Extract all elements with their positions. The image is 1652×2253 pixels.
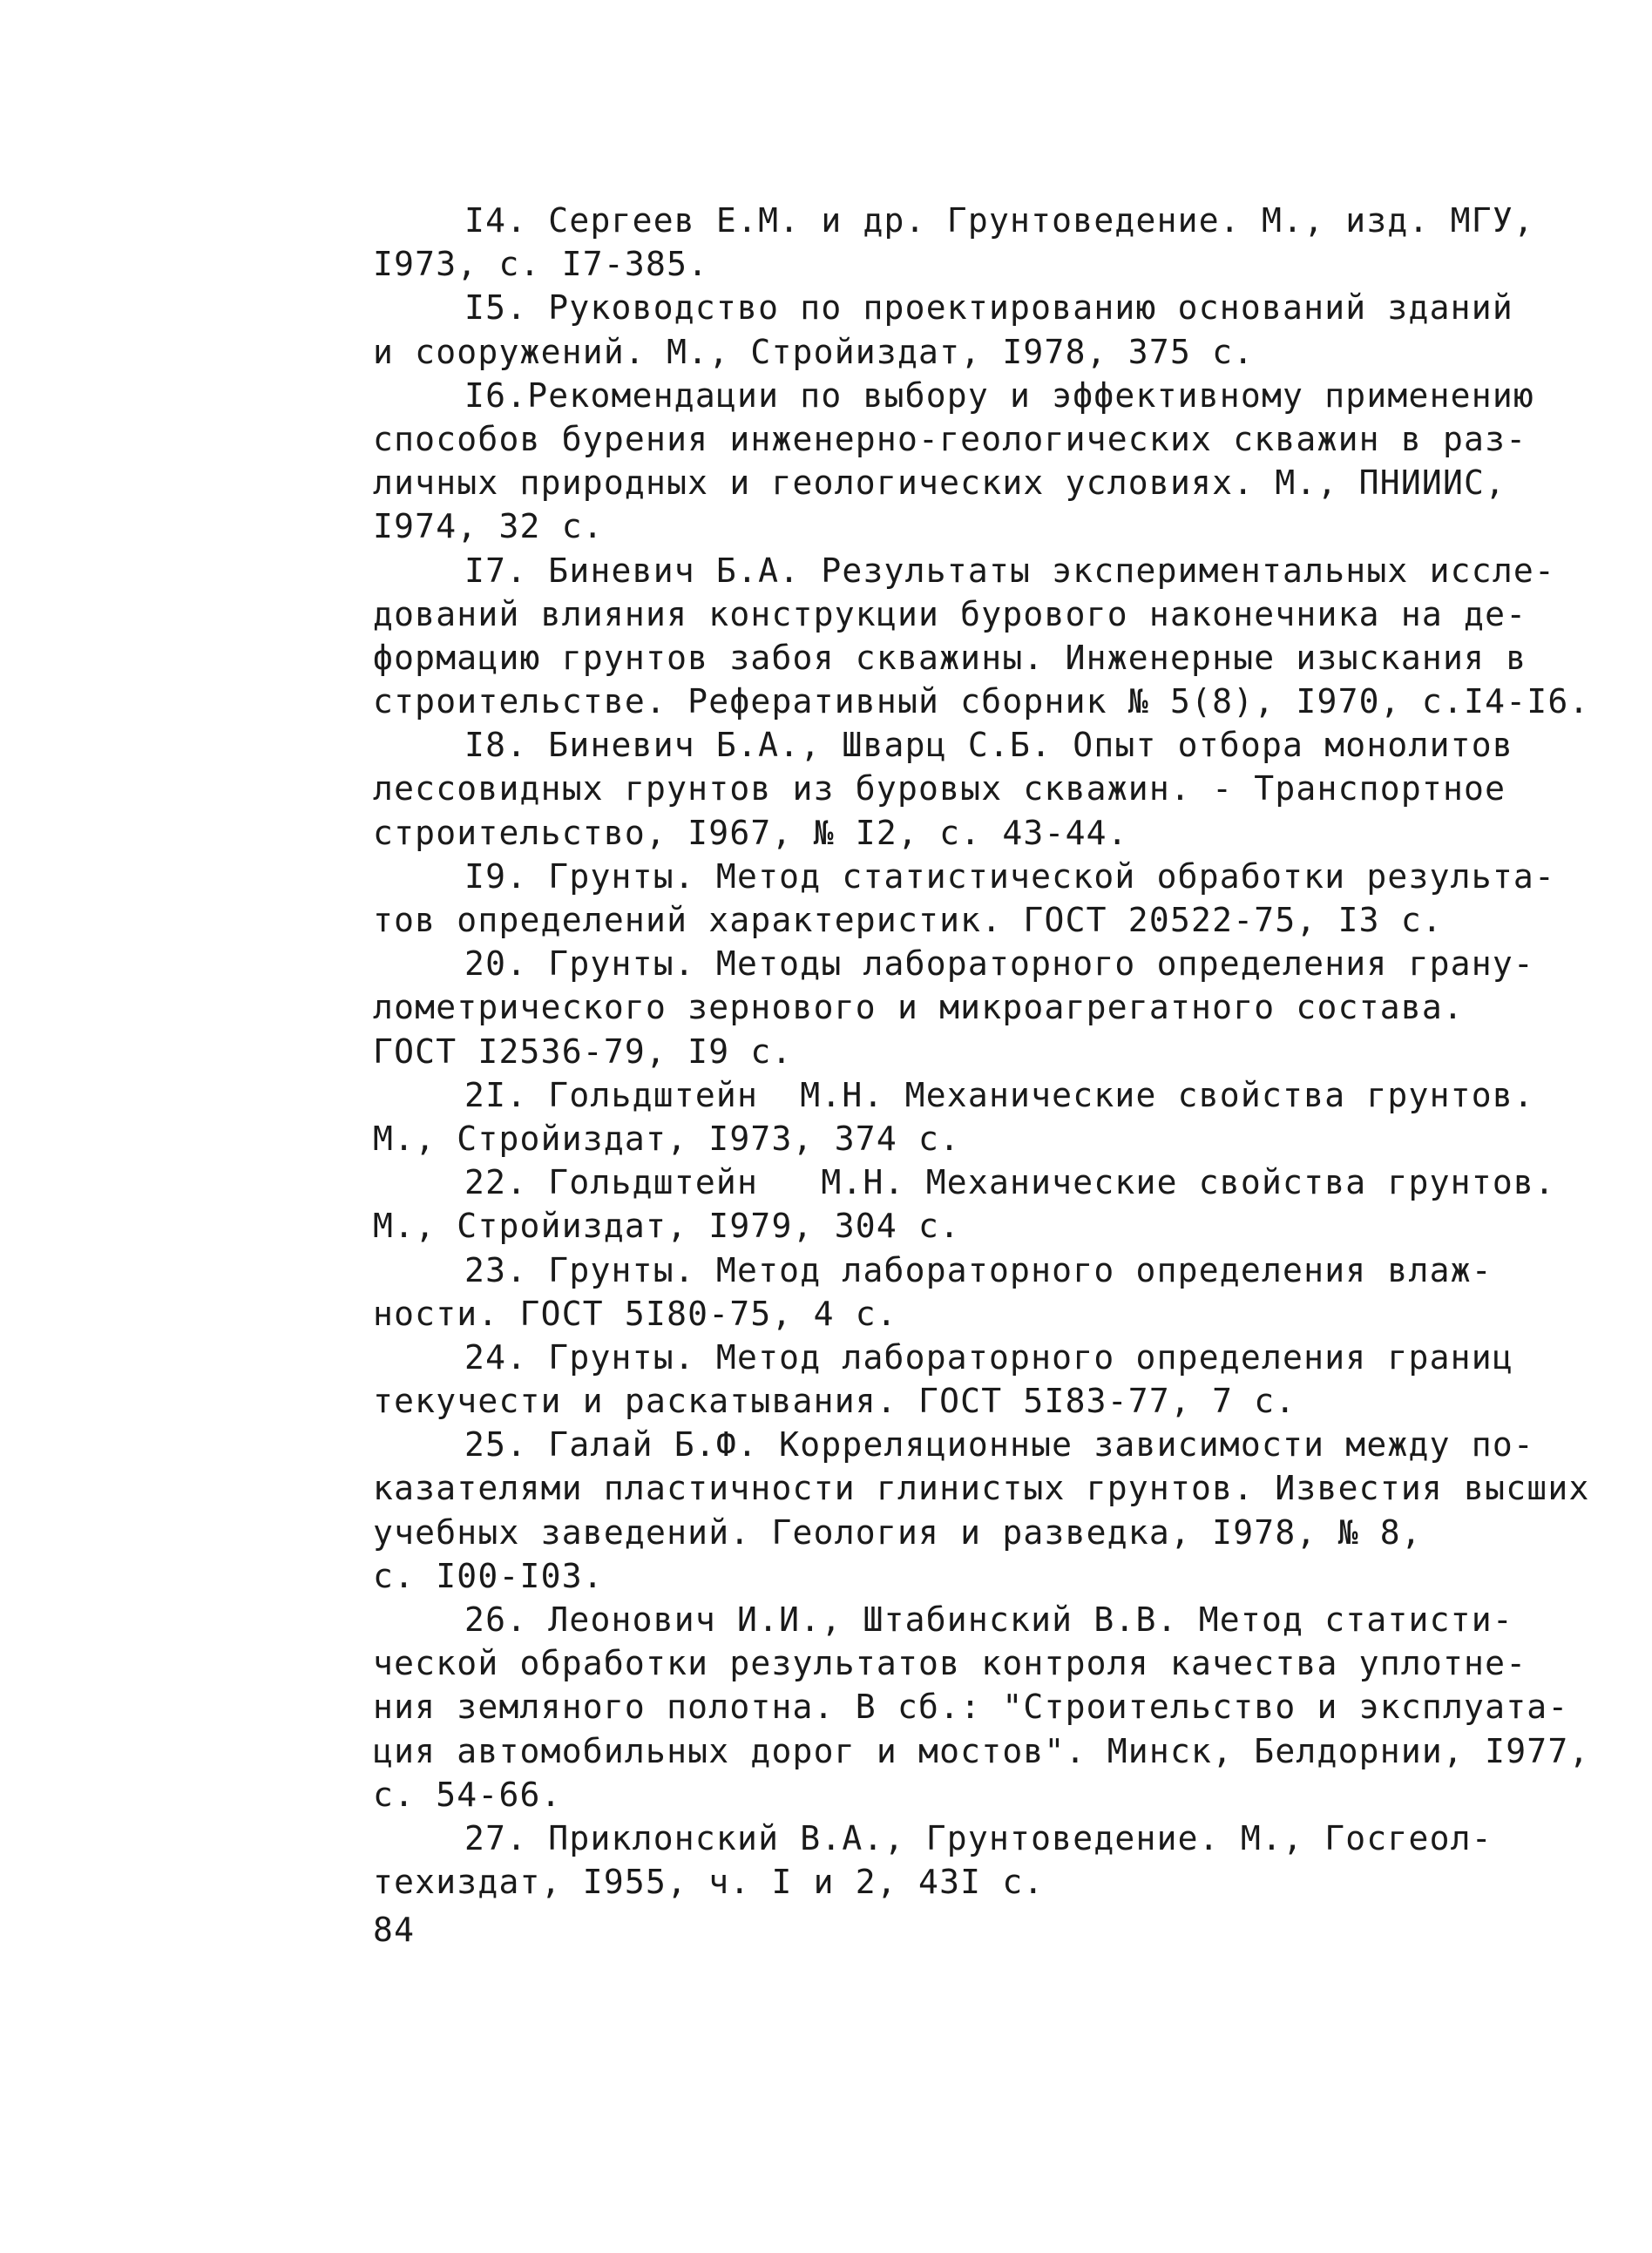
reference-line: лометрического зернового и микроагрегатного состава. <box>373 988 1465 1027</box>
reference-line: 24. Грунты. Метод лабораторного определения границ <box>464 1337 1513 1377</box>
reference-line: I6.Рекомендации по выбору и эффективному применению <box>464 376 1534 415</box>
reference-line: I9. Грунты. Метод статистической обработки результа- <box>464 856 1556 896</box>
reference-line: 22. Гольдштейн М.Н. Механические свойства грунтов. <box>464 1163 1556 1202</box>
reference-line: М., Стройиздат, I973, 374 с. <box>373 1119 961 1158</box>
reference-item <box>373 855 1556 942</box>
reference-line: и сооружений. М., Стройиздат, I978, 375 с. <box>373 332 1255 371</box>
reference-line: 23. Грунты. Метод лабораторного определения влаж- <box>464 1250 1493 1289</box>
reference-item <box>373 1248 1493 1336</box>
reference-line: дований влияния конструкции бурового наконечника на де- <box>373 594 1527 633</box>
reference-line: I5. Руководство по проектированию оснований зданий <box>464 288 1513 328</box>
reference-line: I8. Биневич Б.А., Шварц С.Б. Опыт отбора монолитов <box>464 726 1513 765</box>
reference-line: М., Стройиздат, I979, 304 с. <box>373 1207 961 1246</box>
reference-line: ГОСТ I2536-79, I9 с. <box>373 1032 793 1071</box>
reference-line: текучести и раскатывания. ГОСТ 5I83-77, 7 с. <box>373 1382 1297 1421</box>
page-number: 84 <box>373 1911 416 1949</box>
reference-line: учебных заведений. Геология и разведка, I978, № 8, <box>373 1512 1422 1552</box>
reference-line: с. 54-66. <box>373 1775 562 1814</box>
reference-line: ческой обработки результатов контроля качества уплотне- <box>373 1644 1527 1683</box>
reference-line: 25. Галай Б.Ф. Корреляционные зависимости между по- <box>464 1425 1534 1465</box>
reference-line: лессовидных грунтов из буровых скважин. - Транспортное <box>373 769 1506 809</box>
reference-line: ция автомобильных дорог и мостов". Минск, Белдорнии, I977, <box>373 1731 1590 1770</box>
reference-line: 2I. Гольдштейн М.Н. Механические свойства грунтов. <box>464 1075 1534 1114</box>
reference-line: способов бурения инженерно-геологических скважин в раз- <box>373 419 1527 458</box>
reference-line: казателями пластичности глинистых грунтов. Известия высших <box>373 1469 1590 1508</box>
reference-line: строительстве. Реферативный сборник № 5(8), I970, с.I4-I6. <box>373 682 1590 721</box>
reference-list <box>373 199 1590 1904</box>
reference-line: тов определений характеристик. ГОСТ 20522-75, I3 с. <box>373 901 1443 939</box>
reference-item <box>373 942 1534 1073</box>
reference-line: строительство, I967, № I2, с. 43-44. <box>373 813 1128 852</box>
reference-item <box>373 199 1534 286</box>
reference-item <box>373 374 1534 549</box>
reference-line: личных природных и геологических условиях. М., ПНИИИС, <box>373 463 1506 503</box>
reference-item <box>373 723 1513 855</box>
reference-item <box>373 1423 1590 1598</box>
reference-line: 20. Грунты. Методы лабораторного определения грану- <box>464 944 1534 984</box>
reference-item <box>373 286 1513 373</box>
reference-item <box>373 549 1590 724</box>
reference-line: техиздат, I955, ч. I и 2, 43I с. <box>373 1863 1045 1902</box>
reference-line: I7. Биневич Б.А. Результаты экспериментальных иссле- <box>464 551 1556 590</box>
reference-line: ния земляного полотна. В сб.: "Строительство и эксплуата- <box>373 1688 1569 1727</box>
reference-line: I4. Сергеев Е.М. и др. Грунтоведение. М., изд. МГУ, <box>464 201 1534 240</box>
reference-line: 26. Леонович И.И., Штабинский В.В. Метод статисти- <box>464 1600 1513 1639</box>
reference-line: I973, с. I7-385. <box>373 245 709 284</box>
reference-item <box>373 1817 1493 1904</box>
reference-item <box>373 1336 1513 1423</box>
reference-line: 27. Приклонский В.А., Грунтоведение. М., Госгеол- <box>464 1818 1493 1857</box>
reference-line: формацию грунтов забоя скважины. Инженерные изыскания в <box>373 638 1527 677</box>
reference-item <box>373 1160 1556 1248</box>
reference-item <box>373 1073 1534 1160</box>
reference-line: ности. ГОСТ 5I80-75, 4 с. <box>373 1294 897 1333</box>
reference-line: с. I00-I03. <box>373 1556 604 1595</box>
reference-item <box>373 1598 1590 1817</box>
reference-line: I974, 32 с. <box>373 507 604 546</box>
